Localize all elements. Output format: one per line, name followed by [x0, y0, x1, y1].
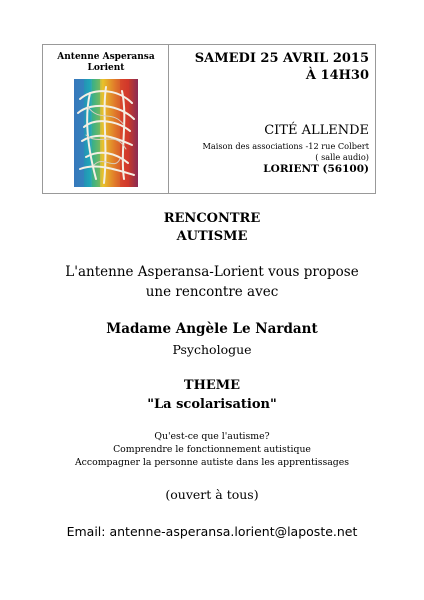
topic-item: Accompagner la personne autiste dans les apprentissages — [74, 457, 350, 468]
event-info-cell — [169, 45, 375, 193]
header-box — [42, 44, 376, 194]
venue-room: ( salle audio) — [315, 152, 369, 162]
topic-item: Qu'est-ce que l'autisme? — [154, 431, 270, 442]
speaker-name: Madame Angèle Le Nardant — [106, 321, 318, 337]
logo-title: Antenne Asperansa — [57, 52, 155, 62]
event-date: SAMEDI 25 AVRIL 2015 — [194, 51, 369, 66]
access-note: (ouvert à tous) — [165, 487, 259, 502]
event-time: À 14H30 — [305, 68, 369, 83]
event-title-line2: AUTISME — [176, 229, 248, 244]
event-title-line1: RENCONTRE — [163, 211, 261, 226]
event-venue: CITÉ ALLENDE — [264, 123, 369, 138]
topic-item: Comprendre le fonctionnement autistique — [113, 444, 311, 455]
theme-title: "La scolarisation" — [147, 397, 277, 412]
logo-cell — [43, 45, 169, 193]
intro-line2: une rencontre avec — [145, 284, 279, 300]
theme-label: THEME — [183, 378, 241, 393]
venue-city: LORIENT (56100) — [263, 163, 369, 175]
logo-painting-image — [74, 79, 138, 187]
intro-line1: L'antenne Asperansa-Lorient vous propose — [65, 264, 359, 280]
speaker-role: Psychologue — [172, 342, 252, 357]
logo-subtitle: Lorient — [87, 63, 125, 73]
venue-address: Maison des associations -12 rue Colbert — [202, 141, 369, 151]
contact-email: Email: antenne-asperansa.lorient@laposte.net — [66, 524, 358, 539]
